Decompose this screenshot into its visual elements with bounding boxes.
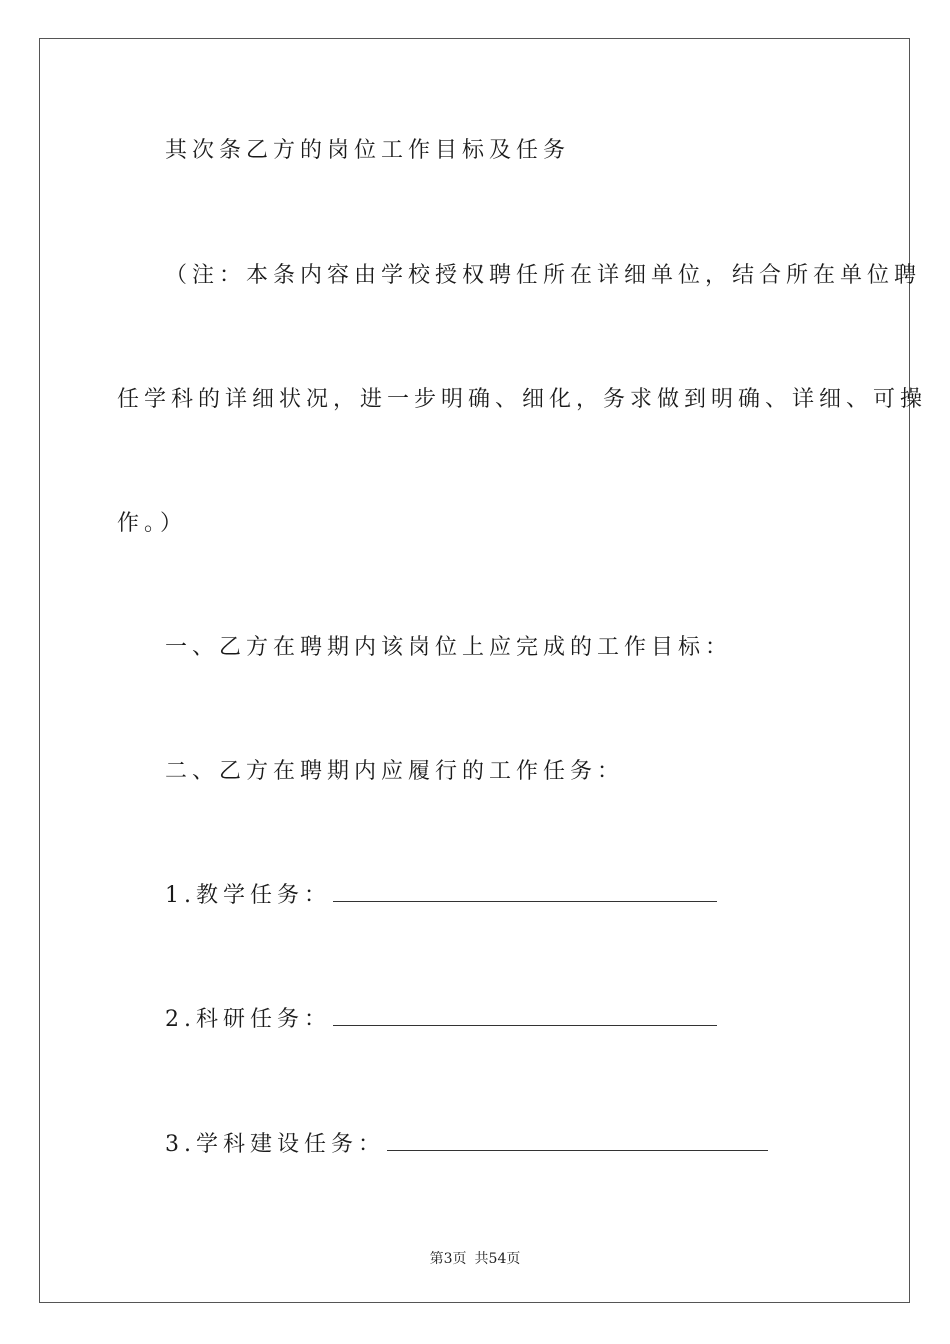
- teaching-task-blank[interactable]: [333, 881, 717, 902]
- discipline-task-label: 3.学科建设任务：: [165, 1132, 385, 1157]
- page-footer: [0, 1248, 950, 1268]
- discipline-task-blank[interactable]: [387, 1130, 768, 1151]
- research-task-blank[interactable]: [333, 1005, 717, 1026]
- research-task-row: [165, 1005, 717, 1035]
- note-line-2: 任学科的详细状况，进一步明确、细化，务求做到明确、详细、可操: [117, 387, 928, 412]
- work-goals-heading: 一、乙方在聘期内该岗位上应完成的工作目标：: [165, 635, 733, 660]
- note-line-1: （注：本条内容由学校授权聘任所在详细单位，结合所在单位聘: [165, 263, 922, 288]
- note-line-3: 作。）: [117, 511, 188, 536]
- page-total: 共54页: [474, 1251, 521, 1267]
- clause-heading: 其次条乙方的岗位工作目标及任务: [165, 138, 571, 163]
- discipline-task-row: [165, 1130, 768, 1160]
- work-tasks-heading: 二、乙方在聘期内应履行的工作任务：: [165, 759, 625, 784]
- page-border: [39, 38, 910, 1303]
- teaching-task-row: [165, 881, 717, 911]
- page-number: 第3页: [429, 1251, 467, 1267]
- research-task-label: 2.科研任务：: [165, 1007, 331, 1032]
- teaching-task-label: 1.教学任务：: [165, 883, 331, 908]
